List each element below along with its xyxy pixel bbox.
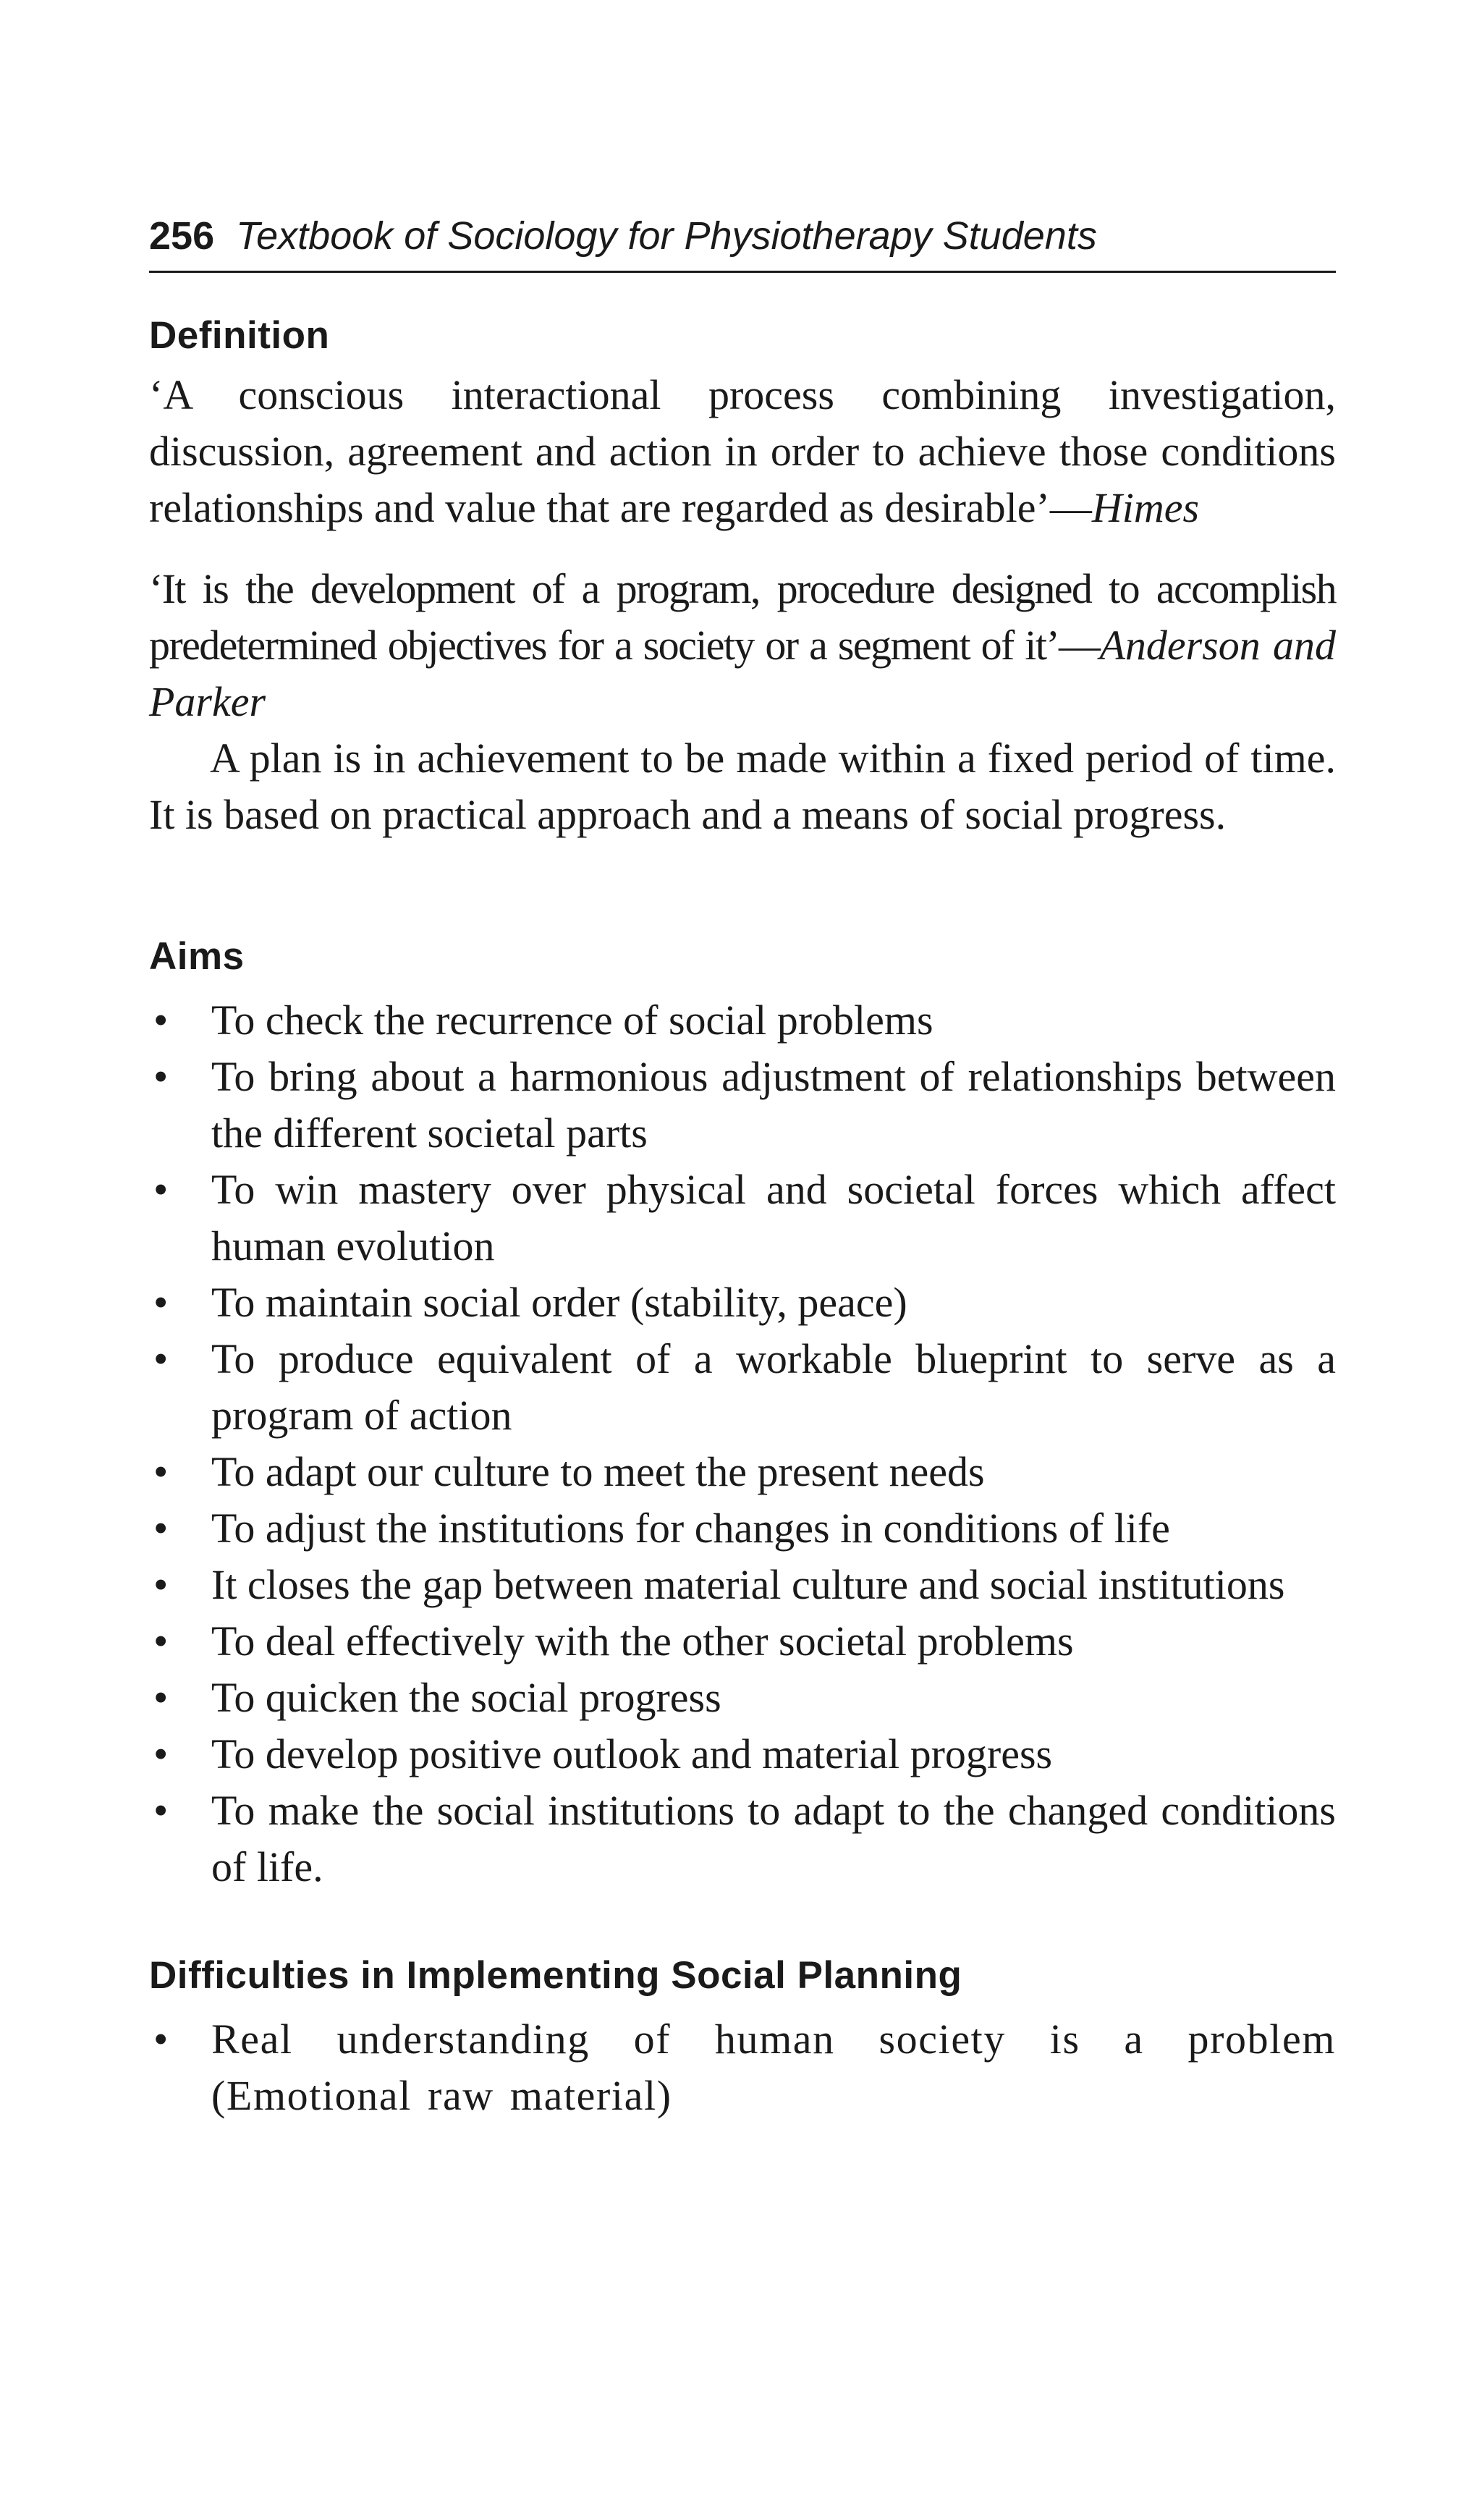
list-item-text: To deal effectively with the other societal problems bbox=[211, 1618, 1074, 1665]
list-item bbox=[149, 1557, 1336, 1613]
bullet-icon: • bbox=[153, 997, 169, 1044]
difficulties-heading: Difficulties in Implementing Social Planning bbox=[149, 1954, 962, 1997]
bullet-icon: • bbox=[153, 1618, 169, 1665]
bullet-icon: • bbox=[153, 1505, 169, 1552]
list-item bbox=[149, 1500, 1336, 1557]
list-item bbox=[149, 1331, 1336, 1444]
list-item bbox=[149, 992, 1336, 1049]
bullet-icon: • bbox=[153, 2016, 169, 2063]
list-item-text: To maintain social order (stability, peace) bbox=[211, 1279, 907, 1326]
list-item-text: To win mastery over physical and societal forces which affect human evolution bbox=[211, 1166, 1336, 1269]
list-item-text: It closes the gap between material culture and social institutions bbox=[211, 1561, 1285, 1608]
bullet-icon: • bbox=[153, 1674, 169, 1721]
running-head bbox=[149, 210, 1336, 273]
aims-list bbox=[149, 992, 1336, 1895]
book-page bbox=[149, 210, 1336, 2124]
difficulties-list bbox=[149, 2011, 1336, 2124]
quote-author: Himes bbox=[1091, 484, 1200, 531]
bullet-icon: • bbox=[153, 1279, 169, 1326]
list-item bbox=[149, 2011, 1336, 2124]
list-item bbox=[149, 1670, 1336, 1726]
list-item-text: To adjust the institutions for changes in conditions of life bbox=[211, 1505, 1170, 1552]
list-item-text: To check the recurrence of social problems bbox=[211, 997, 933, 1044]
list-item-text: Real understanding of human society is a problem (Emotional raw material) bbox=[211, 2016, 1336, 2119]
page-number: 256 bbox=[149, 214, 215, 258]
list-item-text: To make the social institutions to adapt to the changed conditions of life. bbox=[211, 1787, 1336, 1890]
bullet-icon: • bbox=[153, 1730, 169, 1777]
definition-quote-himes bbox=[149, 367, 1336, 536]
bullet-icon: • bbox=[153, 1335, 169, 1382]
bullet-icon: • bbox=[153, 1053, 169, 1100]
list-item bbox=[149, 1162, 1336, 1274]
bullet-icon: • bbox=[153, 1561, 169, 1608]
book-title: Textbook of Sociology for Physiotherapy Students bbox=[236, 214, 1097, 258]
list-item bbox=[149, 1444, 1336, 1500]
aims-heading: Aims bbox=[149, 935, 245, 978]
list-item bbox=[149, 1274, 1336, 1331]
quote-text: ‘A conscious interactional process combining investigation, discussion, agreement and action in order to achieve those conditions relationships and value that are regarded as desirable’— bbox=[149, 371, 1336, 531]
list-item bbox=[149, 1049, 1336, 1162]
definition-paragraph: A plan is in achievement to be made within a fixed period of time. It is based on practical approach and a means of social progress. bbox=[149, 735, 1336, 838]
list-item bbox=[149, 1613, 1336, 1670]
bullet-icon: • bbox=[153, 1787, 169, 1834]
list-item-text: To adapt our culture to meet the present needs bbox=[211, 1448, 985, 1495]
definition-quote-anderson-parker bbox=[149, 561, 1336, 730]
definition-heading: Definition bbox=[149, 314, 330, 357]
list-item-text: To quicken the social progress bbox=[211, 1674, 721, 1721]
bullet-icon: • bbox=[153, 1166, 169, 1213]
quote-author: Anderson and Parker bbox=[149, 622, 1336, 725]
list-item bbox=[149, 1783, 1336, 1895]
list-item-text: To bring about a harmonious adjustment of relationships between the different societal parts bbox=[211, 1053, 1336, 1157]
list-item-text: To produce equivalent of a workable blueprint to serve as a program of action bbox=[211, 1335, 1336, 1439]
list-item bbox=[149, 1726, 1336, 1783]
quote-text: ‘It is the development of a program, procedure designed to accomplish predetermined objectives for a society or a segment of it’— bbox=[149, 565, 1336, 669]
list-item-text: To develop positive outlook and material progress bbox=[211, 1730, 1053, 1777]
bullet-icon: • bbox=[153, 1448, 169, 1495]
